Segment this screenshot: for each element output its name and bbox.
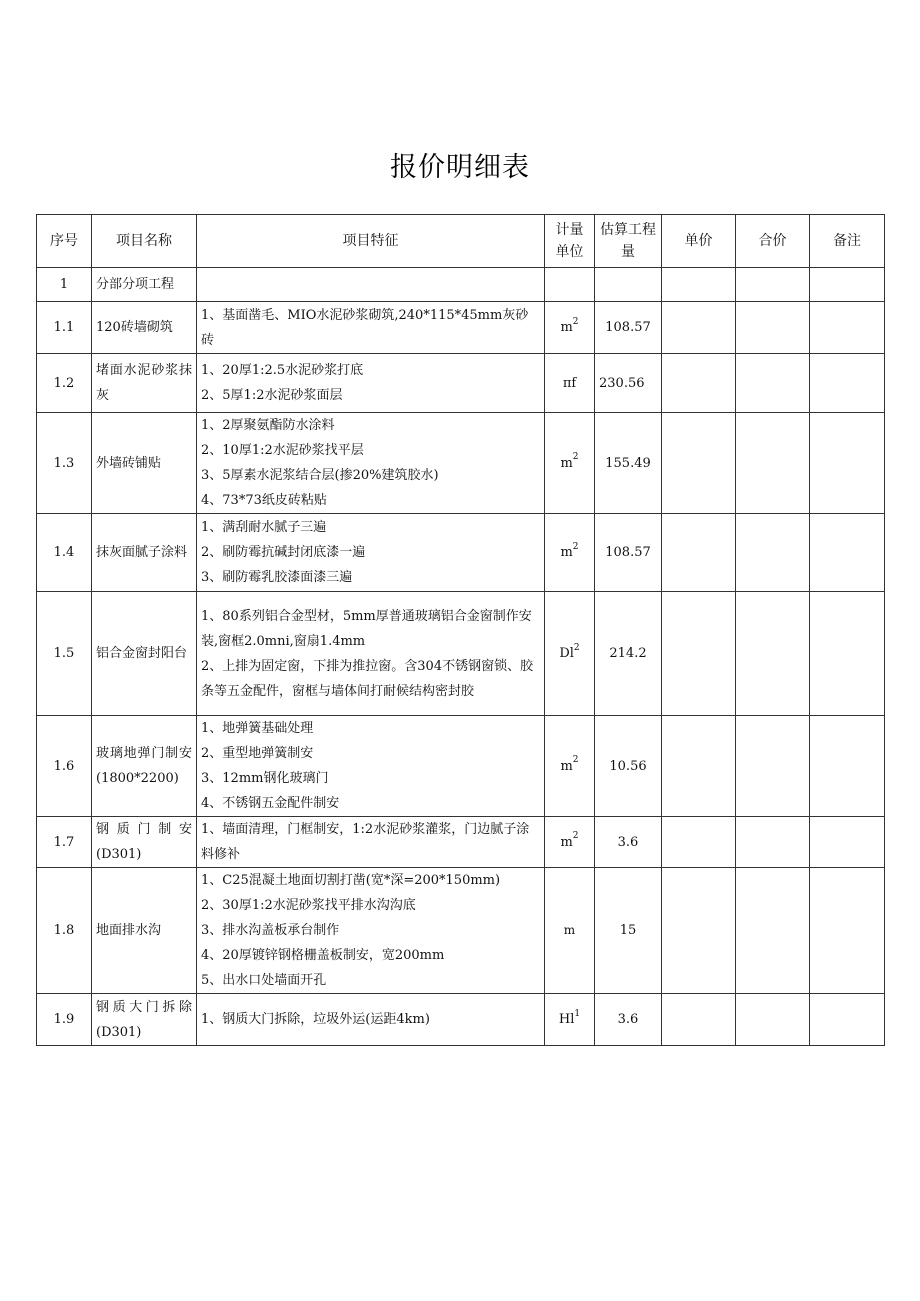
row-unit <box>545 716 595 817</box>
row-unit <box>545 868 595 994</box>
row-price <box>662 868 736 994</box>
row-unit <box>545 302 595 354</box>
feature-line: 4、20厚镀锌钢格栅盖板制安，宽200mm <box>201 948 445 963</box>
unit-superscript: 2 <box>572 831 579 842</box>
table-row <box>37 354 885 413</box>
feature-line: 3、12mm钢化玻璃门 <box>201 771 329 786</box>
feature-line: 2、上排为固定窗，下排为推拉窗。含304不锈钢窗锁、胶条等五金配件，窗框与墙体间打耐候结构密封胶 <box>201 658 534 699</box>
row-price <box>662 302 736 354</box>
section-row <box>37 268 885 302</box>
section-qty-cell <box>595 268 662 302</box>
feature-line: 1、20厚1:2.5水泥砂浆打底 <box>201 363 364 378</box>
row-price <box>662 817 736 868</box>
row-unit <box>545 817 595 868</box>
row-qty: 108.57 <box>595 302 662 354</box>
row-unit <box>545 514 595 592</box>
row-qty: 230.56 <box>595 354 662 413</box>
feature-line: 3、刷防霉乳胶漆面漆三遍 <box>201 570 353 585</box>
unit-base: Dl <box>559 646 574 661</box>
section-unit-cell <box>545 268 595 302</box>
row-unit <box>545 592 595 716</box>
row-features <box>197 716 545 817</box>
row-remark <box>810 413 885 514</box>
table-row <box>37 817 885 868</box>
table-row <box>37 592 885 716</box>
row-name: 钢质门制安(D301) <box>92 817 197 868</box>
header-remark: 备注 <box>810 215 885 268</box>
row-remark <box>810 592 885 716</box>
row-total <box>736 817 810 868</box>
section-no: 1 <box>37 268 92 302</box>
unit-superscript: 2 <box>573 642 580 653</box>
row-features <box>197 302 545 354</box>
table-row <box>37 514 885 592</box>
row-no: 1.3 <box>37 413 92 514</box>
row-total <box>736 592 810 716</box>
row-total <box>736 868 810 994</box>
header-price: 单价 <box>662 215 736 268</box>
row-features <box>197 413 545 514</box>
row-remark <box>810 868 885 994</box>
row-unit <box>545 994 595 1046</box>
feature-line: 1、2厚聚氨酯防水涂料 <box>201 418 335 433</box>
feature-line: 4、不锈钢五金配件制安 <box>201 796 340 811</box>
unit-base: m <box>560 834 573 850</box>
section-feature-cell <box>197 268 545 302</box>
feature-line: 1、80系列铝合金型材，5mm厚普通玻璃铝合金窗制作安装,窗框2.0mni,窗扇1.4mm <box>201 608 532 649</box>
row-features <box>197 817 545 868</box>
unit-base: Hl <box>558 1012 575 1027</box>
unit-base: m <box>560 455 573 471</box>
row-features <box>197 354 545 413</box>
header-feature: 项目特征 <box>197 215 545 268</box>
row-name: 120砖墙砌筑 <box>92 302 197 354</box>
header-name: 项目名称 <box>92 215 197 268</box>
quote-table <box>36 214 885 1046</box>
row-total <box>736 716 810 817</box>
row-remark <box>810 817 885 868</box>
section-total-cell <box>736 268 810 302</box>
row-remark <box>810 716 885 817</box>
header-qty: 估算工程量 <box>595 215 662 268</box>
row-no: 1.8 <box>37 868 92 994</box>
row-name: 玻璃地弹门制安(1800*2200) <box>92 716 197 817</box>
unit-base: m <box>560 758 573 774</box>
row-qty: 10.56 <box>595 716 662 817</box>
row-qty: 15 <box>595 868 662 994</box>
row-price <box>662 592 736 716</box>
unit-base: m <box>563 923 576 937</box>
section-price-cell <box>662 268 736 302</box>
row-qty: 155.49 <box>595 413 662 514</box>
unit-base: m <box>560 320 573 335</box>
unit-superscript: 2 <box>572 316 579 327</box>
feature-line: 2、10厚1:2水泥砂浆找平层 <box>201 443 364 458</box>
row-no: 1.5 <box>37 592 92 716</box>
table-row <box>37 413 885 514</box>
feature-line: 1、基面凿毛、MIO水泥砂浆砌筑,240*115*45mm灰砂砖 <box>201 307 529 348</box>
feature-line: 1、满刮耐水腻子三遍 <box>201 520 327 535</box>
row-total <box>736 994 810 1046</box>
row-remark <box>810 514 885 592</box>
row-remark <box>810 302 885 354</box>
row-qty: 214.2 <box>595 592 662 716</box>
row-price <box>662 514 736 592</box>
row-unit <box>545 413 595 514</box>
row-remark <box>810 354 885 413</box>
row-total <box>736 413 810 514</box>
unit-superscript: 2 <box>572 541 579 552</box>
row-no: 1.7 <box>37 817 92 868</box>
section-name: 分部分项工程 <box>92 268 197 302</box>
feature-line: 5、出水口处墙面开孔 <box>201 973 327 988</box>
table-row <box>37 716 885 817</box>
feature-line: 3、5厚素水泥浆结合层(掺20%建筑胶水) <box>201 468 439 483</box>
header-row <box>37 215 885 268</box>
feature-line: 1、地弹簧基础处理 <box>201 721 314 736</box>
row-qty: 3.6 <box>595 817 662 868</box>
table-row <box>37 994 885 1046</box>
page-title: 报价明细表 <box>390 152 530 183</box>
row-no: 1.4 <box>37 514 92 592</box>
header-unit: 计量单位 <box>545 215 595 268</box>
feature-line: 1、C25混凝土地面切割打凿(宽*深=200*150mm) <box>201 873 501 888</box>
row-name: 堵面水泥砂浆抹灰 <box>92 354 197 413</box>
table-row <box>37 868 885 994</box>
row-no: 1.2 <box>37 354 92 413</box>
row-name: 铝合金窗封阳台 <box>92 592 197 716</box>
unit-base: πf <box>562 375 577 391</box>
section-remark-cell <box>810 268 885 302</box>
feature-line: 1、钢质大门拆除，垃圾外运(运距4km) <box>201 1012 430 1027</box>
table-row <box>37 302 885 354</box>
row-name: 抹灰面腻子涂料 <box>92 514 197 592</box>
feature-line: 1、墙面清理，门框制安，1:2水泥砂浆灌浆，门边腻子涂料修补 <box>201 822 530 862</box>
feature-line: 2、重型地弹簧制安 <box>201 746 314 761</box>
row-price <box>662 716 736 817</box>
header-no: 序号 <box>37 215 92 268</box>
row-remark <box>810 994 885 1046</box>
row-no: 1.6 <box>37 716 92 817</box>
row-features <box>197 868 545 994</box>
row-total <box>736 514 810 592</box>
row-total <box>736 354 810 413</box>
row-unit <box>545 354 595 413</box>
row-features <box>197 514 545 592</box>
unit-superscript: 2 <box>572 452 579 463</box>
row-qty: 108.57 <box>595 514 662 592</box>
row-price <box>662 413 736 514</box>
row-features <box>197 592 545 716</box>
row-no: 1.9 <box>37 994 92 1046</box>
row-name: 地面排水沟 <box>92 868 197 994</box>
row-name: 外墙砖铺贴 <box>92 413 197 514</box>
row-features <box>197 994 545 1046</box>
row-total <box>736 302 810 354</box>
row-price <box>662 994 736 1046</box>
unit-base: m <box>560 545 573 560</box>
row-qty: 3.6 <box>595 994 662 1046</box>
feature-line: 2、刷防霉抗碱封闭底漆一遍 <box>201 545 366 560</box>
header-total: 合价 <box>736 215 810 268</box>
unit-superscript: 1 <box>574 1008 581 1019</box>
feature-line: 2、5厚1:2水泥砂浆面层 <box>201 388 343 403</box>
row-no: 1.1 <box>37 302 92 354</box>
row-name: 钢质大门拆除(D301) <box>92 994 197 1046</box>
feature-line: 3、排水沟盖板承台制作 <box>201 923 340 938</box>
feature-line: 4、73*73纸皮砖粘贴 <box>201 493 327 508</box>
feature-line: 2、30厚1:2水泥砂浆找平排水沟沟底 <box>201 898 416 913</box>
unit-superscript: 2 <box>572 755 579 766</box>
row-price <box>662 354 736 413</box>
